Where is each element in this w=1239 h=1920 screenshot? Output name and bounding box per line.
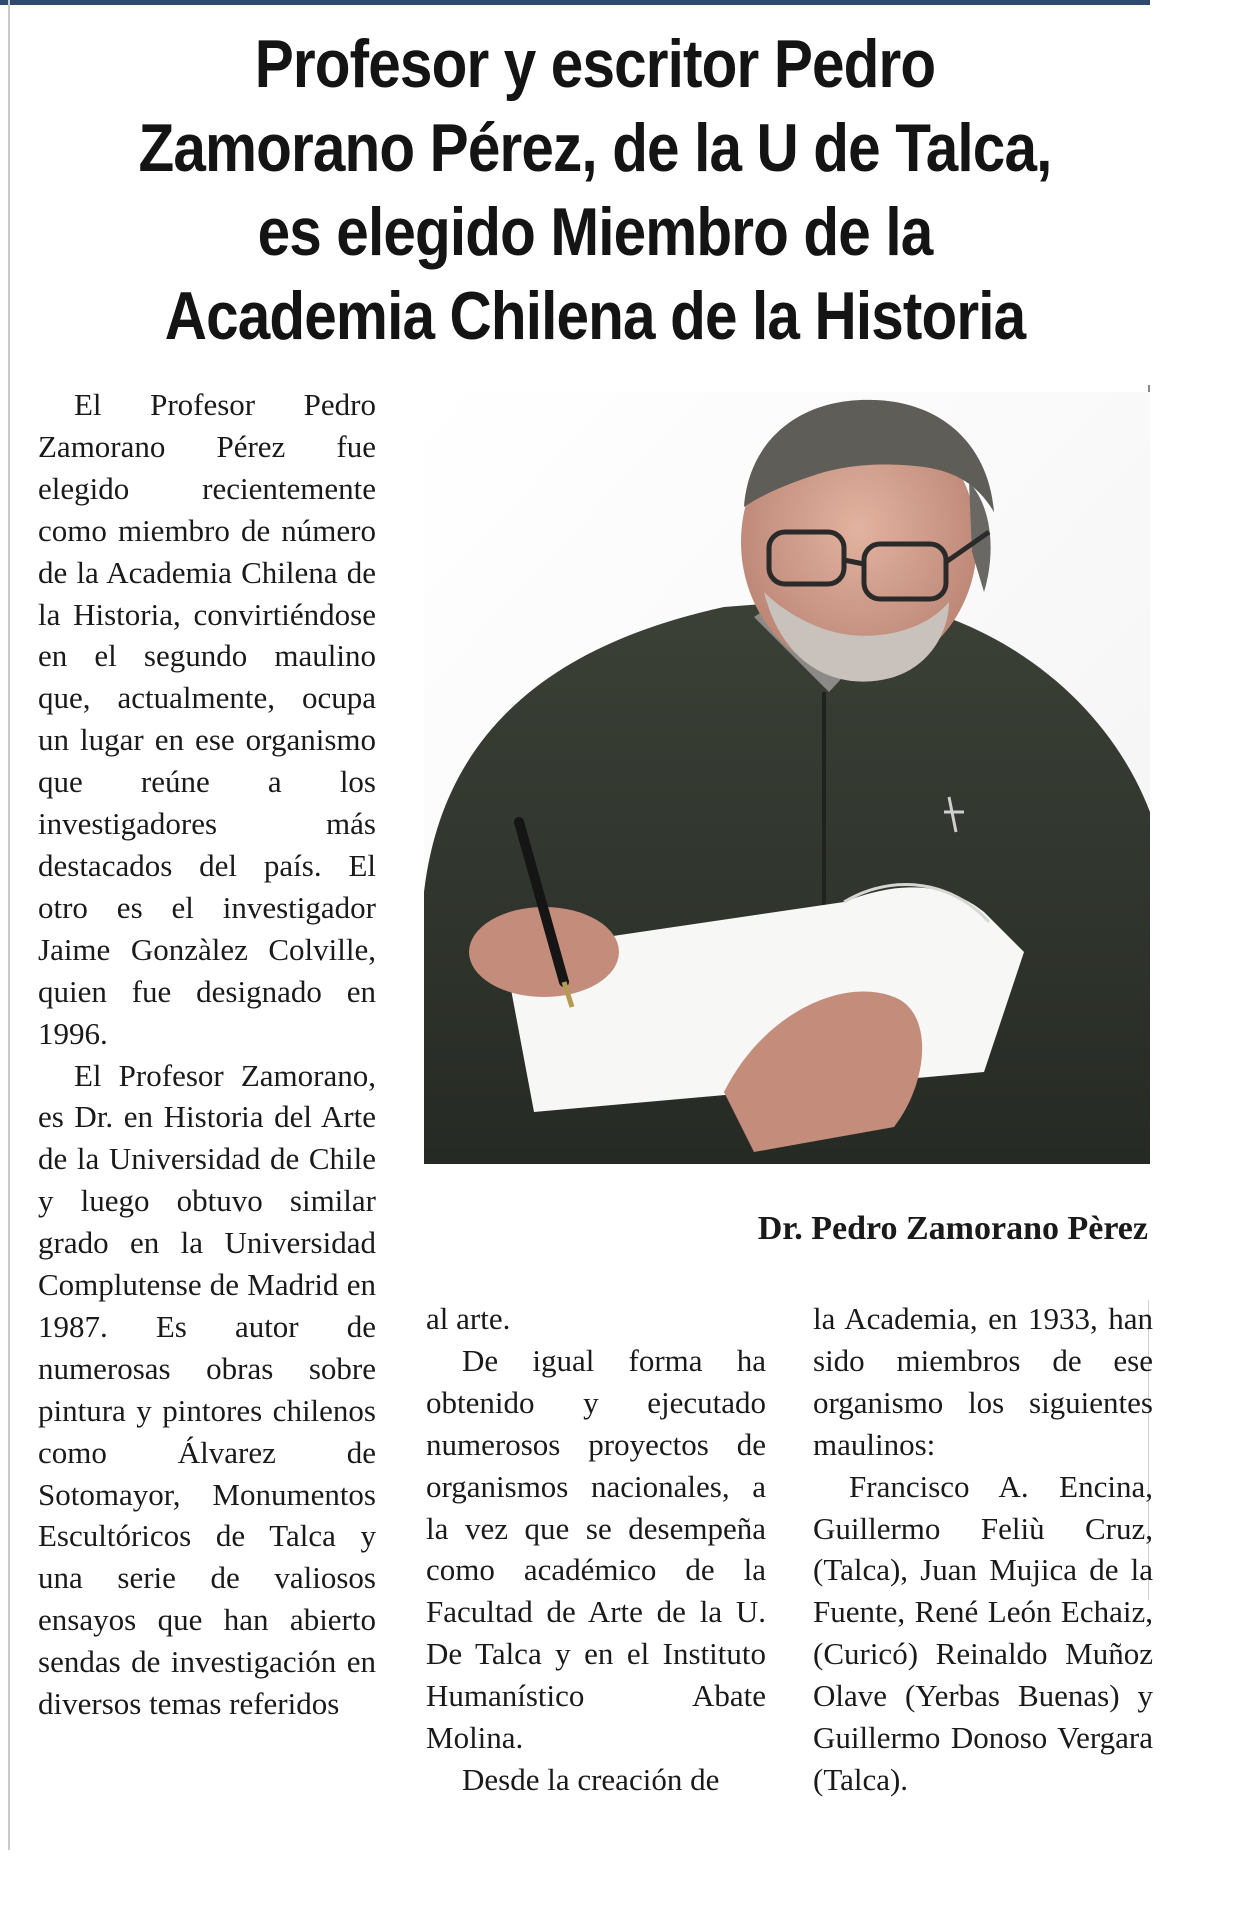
column-2-paragraph-1: al arte. [426,1301,511,1336]
article-column-2 [426,1298,766,1801]
column-2-paragraph-2: De igual forma ha obtenido y ejecutado numerosos proyectos de organismos nacionales, a la vez que se desempeña como académico de la Facultad de Arte de la U. De Talca y en el Instituto Humanístico Abate Molina. [426,1342,766,1756]
column-1-paragraph-1: El Profesor Pedro Zamorano Pérez fue elegido recientemente como miembro de número de la Academia Chilena de la Historia, convirtiéndose en el segundo maulino que, actualmente, ocupa un lugar en ese organismo que reúne a los investigadores más destacados del país. El otro es el investigador Jaime Gonzàlez Colville, quien fue designado en 1996. [38,387,376,1051]
top-border [0,0,1150,5]
portrait-photo [424,392,1150,1164]
headline: Profesor y escritor Pedro Zamorano Pérez, de la U de Talca, es elegido Miembro de la Academia Chilena de la Historia [138,26,1052,354]
left-margin-rule [8,0,10,1850]
article-column-3 [813,1298,1153,1801]
column-1-paragraph-2: El Profesor Zamorano, es Dr. en Historia del Arte de la Universidad de Chile y luego obtuvo similar grado en la Universidad Complutense de Madrid en 1987. Es autor de numerosas obras sobre pintura y pintores chilenos como Álvarez de Sotomayor, Monumentos Escultóricos de Talca y una serie de valiosos ensayos que han abierto sendas de investigación en diversos temas referidos [38,1057,376,1722]
photo-caption: Dr. Pedro Zamorano Pèrez [757,1210,1148,1247]
column-3-paragraph-2: Francisco A. Encina, Guillermo Feliù Cruz, (Talca), Juan Mujica de la Fuente, René León Echaiz, (Curicó) Reinaldo Muñoz Olave (Yerbas Buenas) y Guillermo Donoso Vergara (Talca). [813,1468,1153,1797]
column-2-paragraph-3: Desde la creación de [462,1761,720,1797]
article-column-1 [38,384,376,1725]
column-3-paragraph-1: la Academia, en 1933, han sido miembros de ese organismo los siguientes maulinos: [813,1301,1153,1462]
portrait-illustration [424,392,1150,1164]
